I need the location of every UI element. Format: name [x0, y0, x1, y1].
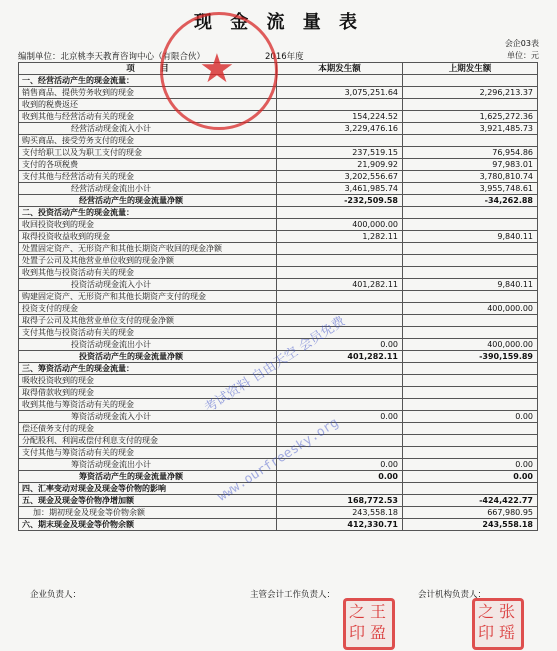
row-current-amount: 0.00 — [277, 459, 403, 471]
row-prior-amount — [403, 483, 538, 495]
row-label: 投资活动产生的现金流量净额 — [19, 351, 277, 363]
row-label: 投资活动现金流出小计 — [19, 339, 277, 351]
table-row — [19, 519, 538, 531]
personal-seal-1 — [343, 598, 395, 650]
row-current-amount — [277, 267, 403, 279]
row-prior-amount — [403, 207, 538, 219]
row-prior-amount — [403, 243, 538, 255]
row-prior-amount: 3,780,810.74 — [403, 171, 538, 183]
row-prior-amount: 0.00 — [403, 411, 538, 423]
table-row — [19, 243, 538, 255]
row-label: 分配股利、利润或偿付利息支付的现金 — [19, 435, 277, 447]
row-current-amount — [277, 99, 403, 111]
watermark-text: 考试资料 自由天空 会员免费 — [202, 313, 349, 416]
table-row — [19, 267, 538, 279]
row-current-amount — [277, 75, 403, 87]
table-row — [19, 423, 538, 435]
currency-unit: 单位：元 — [507, 51, 539, 60]
seal-char: 之 — [348, 602, 365, 621]
row-prior-amount: 0.00 — [403, 471, 538, 483]
table-row — [19, 399, 538, 411]
table-row — [19, 279, 538, 291]
table-row — [19, 471, 538, 483]
row-label: 收回投资收到的现金 — [19, 219, 277, 231]
seal-char: 之 — [477, 602, 494, 621]
row-current-amount: 0.00 — [277, 411, 403, 423]
footer-enterprise-head: 企业负责人： — [30, 590, 82, 600]
table-row — [19, 111, 538, 123]
footer-chief-accountant: 主管会计工作负责人： — [250, 590, 336, 600]
row-label: 四、汇率变动对现金及现金等价物的影响 — [19, 483, 277, 495]
row-prior-amount — [403, 363, 538, 375]
table-row — [19, 375, 538, 387]
row-prior-amount — [403, 135, 538, 147]
row-prior-amount: -424,422.77 — [403, 495, 538, 507]
seal-char: 瑶 — [498, 623, 515, 642]
row-current-amount — [277, 363, 403, 375]
table-row — [19, 219, 538, 231]
row-current-amount — [277, 243, 403, 255]
row-label: 加：期初现金及现金等价物余额 — [19, 507, 277, 519]
row-label: 支付其他与经营活动有关的现金 — [19, 171, 277, 183]
row-prior-amount: 97,983.01 — [403, 159, 538, 171]
header-item: 项 目 — [19, 63, 277, 75]
row-current-amount — [277, 387, 403, 399]
row-prior-amount: 1,625,272.36 — [403, 111, 538, 123]
row-prior-amount: 3,955,748.61 — [403, 183, 538, 195]
row-label: 吸收投资收到的现金 — [19, 375, 277, 387]
row-current-amount: 21,909.92 — [277, 159, 403, 171]
row-current-amount: 3,461,985.74 — [277, 183, 403, 195]
header-prior-period: 上期发生额 — [403, 63, 538, 75]
row-current-amount — [277, 207, 403, 219]
row-prior-amount — [403, 399, 538, 411]
table-row — [19, 327, 538, 339]
table-row — [19, 207, 538, 219]
row-label: 投资活动现金流入小计 — [19, 279, 277, 291]
row-prior-amount: 9,840.11 — [403, 279, 538, 291]
form-number: 会企03表 — [504, 39, 539, 48]
row-current-amount: 154,224.52 — [277, 111, 403, 123]
row-label: 收到的税费返还 — [19, 99, 277, 111]
row-label: 收到其他与筹资活动有关的现金 — [19, 399, 277, 411]
row-prior-amount — [403, 435, 538, 447]
row-current-amount: 3,075,251.64 — [277, 87, 403, 99]
row-current-amount — [277, 375, 403, 387]
row-label: 经营活动产生的现金流量净额 — [19, 195, 277, 207]
row-prior-amount — [403, 327, 538, 339]
report-title: 现 金 流 量 表 — [193, 12, 364, 33]
table-row — [19, 135, 538, 147]
row-current-amount: 3,229,476.16 — [277, 123, 403, 135]
seal-char: 盈 — [369, 623, 386, 642]
table-row — [19, 195, 538, 207]
row-current-amount — [277, 291, 403, 303]
row-current-amount — [277, 255, 403, 267]
table-row — [19, 75, 538, 87]
row-label: 支付的各项税费 — [19, 159, 277, 171]
row-current-amount: 243,558.18 — [277, 507, 403, 519]
table-row — [19, 123, 538, 135]
row-prior-amount — [403, 267, 538, 279]
table-row — [19, 255, 538, 267]
table-row — [19, 387, 538, 399]
row-prior-amount: -390,159.89 — [403, 351, 538, 363]
row-label: 筹资活动现金流出小计 — [19, 459, 277, 471]
table-row — [19, 147, 538, 159]
personal-seal-2 — [472, 598, 524, 650]
row-current-amount: -232,509.58 — [277, 195, 403, 207]
row-prior-amount: 243,558.18 — [403, 519, 538, 531]
row-current-amount: 400,000.00 — [277, 219, 403, 231]
row-label: 收到其他与经营活动有关的现金 — [19, 111, 277, 123]
report-year: 2016年度 — [265, 52, 304, 62]
row-label: 筹资活动现金流入小计 — [19, 411, 277, 423]
watermark-url: www.ourfreesky.org — [215, 415, 342, 505]
header-current-period: 本期发生额 — [277, 63, 403, 75]
row-prior-amount: 2,296,213.37 — [403, 87, 538, 99]
row-prior-amount: 400,000.00 — [403, 303, 538, 315]
row-current-amount: 401,282.11 — [277, 279, 403, 291]
seal-char: 王 — [369, 602, 386, 621]
row-prior-amount — [403, 447, 538, 459]
row-prior-amount: 667,980.95 — [403, 507, 538, 519]
row-current-amount: 3,202,556.67 — [277, 171, 403, 183]
footer-accounting-head: 会计机构负责人： — [418, 590, 487, 600]
row-prior-amount: 0.00 — [403, 459, 538, 471]
row-current-amount: 401,282.11 — [277, 351, 403, 363]
table-row — [19, 507, 538, 519]
row-prior-amount: 9,840.11 — [403, 231, 538, 243]
row-current-amount: 0.00 — [277, 471, 403, 483]
row-label: 取得子公司及其他营业单位支付的现金净额 — [19, 315, 277, 327]
row-label: 投资支付的现金 — [19, 303, 277, 315]
row-prior-amount — [403, 423, 538, 435]
row-label: 五、现金及现金等价物净增加额 — [19, 495, 277, 507]
row-current-amount — [277, 399, 403, 411]
row-label: 支付其他与投资活动有关的现金 — [19, 327, 277, 339]
table-header-row — [19, 63, 538, 75]
table-row — [19, 183, 538, 195]
row-current-amount: 237,519.15 — [277, 147, 403, 159]
row-label: 处置固定资产、无形资产和其他长期资产收回的现金净额 — [19, 243, 277, 255]
row-current-amount: 412,330.71 — [277, 519, 403, 531]
row-label: 支付给职工以及为职工支付的现金 — [19, 147, 277, 159]
table-row — [19, 291, 538, 303]
row-label: 处置子公司及其他营业单位收到的现金净额 — [19, 255, 277, 267]
company-seal-stamp — [160, 12, 278, 130]
seal-char: 印 — [348, 623, 365, 642]
star-icon: ★ — [199, 46, 235, 92]
table-row — [19, 87, 538, 99]
table-row — [19, 99, 538, 111]
row-label: 取得投资收益收到的现金 — [19, 231, 277, 243]
row-label: 筹资活动产生的现金流量净额 — [19, 471, 277, 483]
table-row — [19, 315, 538, 327]
row-prior-amount — [403, 219, 538, 231]
table-row — [19, 483, 538, 495]
row-label: 取得借款收到的现金 — [19, 387, 277, 399]
row-prior-amount: 400,000.00 — [403, 339, 538, 351]
row-label: 三、筹资活动产生的现金流量： — [19, 363, 277, 375]
table-row — [19, 303, 538, 315]
row-label: 二、投资活动产生的现金流量： — [19, 207, 277, 219]
row-current-amount: 0.00 — [277, 339, 403, 351]
row-prior-amount: -34,262.88 — [403, 195, 538, 207]
row-current-amount — [277, 483, 403, 495]
table-row — [19, 159, 538, 171]
row-label: 支付其他与筹资活动有关的现金 — [19, 447, 277, 459]
row-current-amount — [277, 135, 403, 147]
row-label: 偿还债务支付的现金 — [19, 423, 277, 435]
row-prior-amount: 76,954.86 — [403, 147, 538, 159]
row-prior-amount: 3,921,485.73 — [403, 123, 538, 135]
table-row — [19, 435, 538, 447]
row-prior-amount — [403, 291, 538, 303]
row-label: 一、经营活动产生的现金流量： — [19, 75, 277, 87]
row-label: 经营活动现金流出小计 — [19, 183, 277, 195]
row-prior-amount — [403, 75, 538, 87]
row-label: 销售商品、提供劳务收到的现金 — [19, 87, 277, 99]
row-current-amount: 1,282.11 — [277, 231, 403, 243]
compiler-unit: 编制单位：北京桃李天教育咨询中心（有限合伙） — [18, 52, 206, 62]
row-label: 六、期末现金及现金等价物余额 — [19, 519, 277, 531]
row-prior-amount — [403, 387, 538, 399]
row-label: 经营活动现金流入小计 — [19, 123, 277, 135]
row-prior-amount — [403, 375, 538, 387]
table-row — [19, 231, 538, 243]
table-row — [19, 171, 538, 183]
table-row — [19, 495, 538, 507]
row-label: 收到其他与投资活动有关的现金 — [19, 267, 277, 279]
table-row — [19, 411, 538, 423]
seal-char: 张 — [498, 602, 515, 621]
row-current-amount: 168,772.53 — [277, 495, 403, 507]
row-label: 购建固定资产、无形资产和其他长期资产支付的现金 — [19, 291, 277, 303]
row-prior-amount — [403, 255, 538, 267]
seal-char: 印 — [477, 623, 494, 642]
row-prior-amount — [403, 315, 538, 327]
row-label: 购买商品、接受劳务支付的现金 — [19, 135, 277, 147]
row-prior-amount — [403, 99, 538, 111]
